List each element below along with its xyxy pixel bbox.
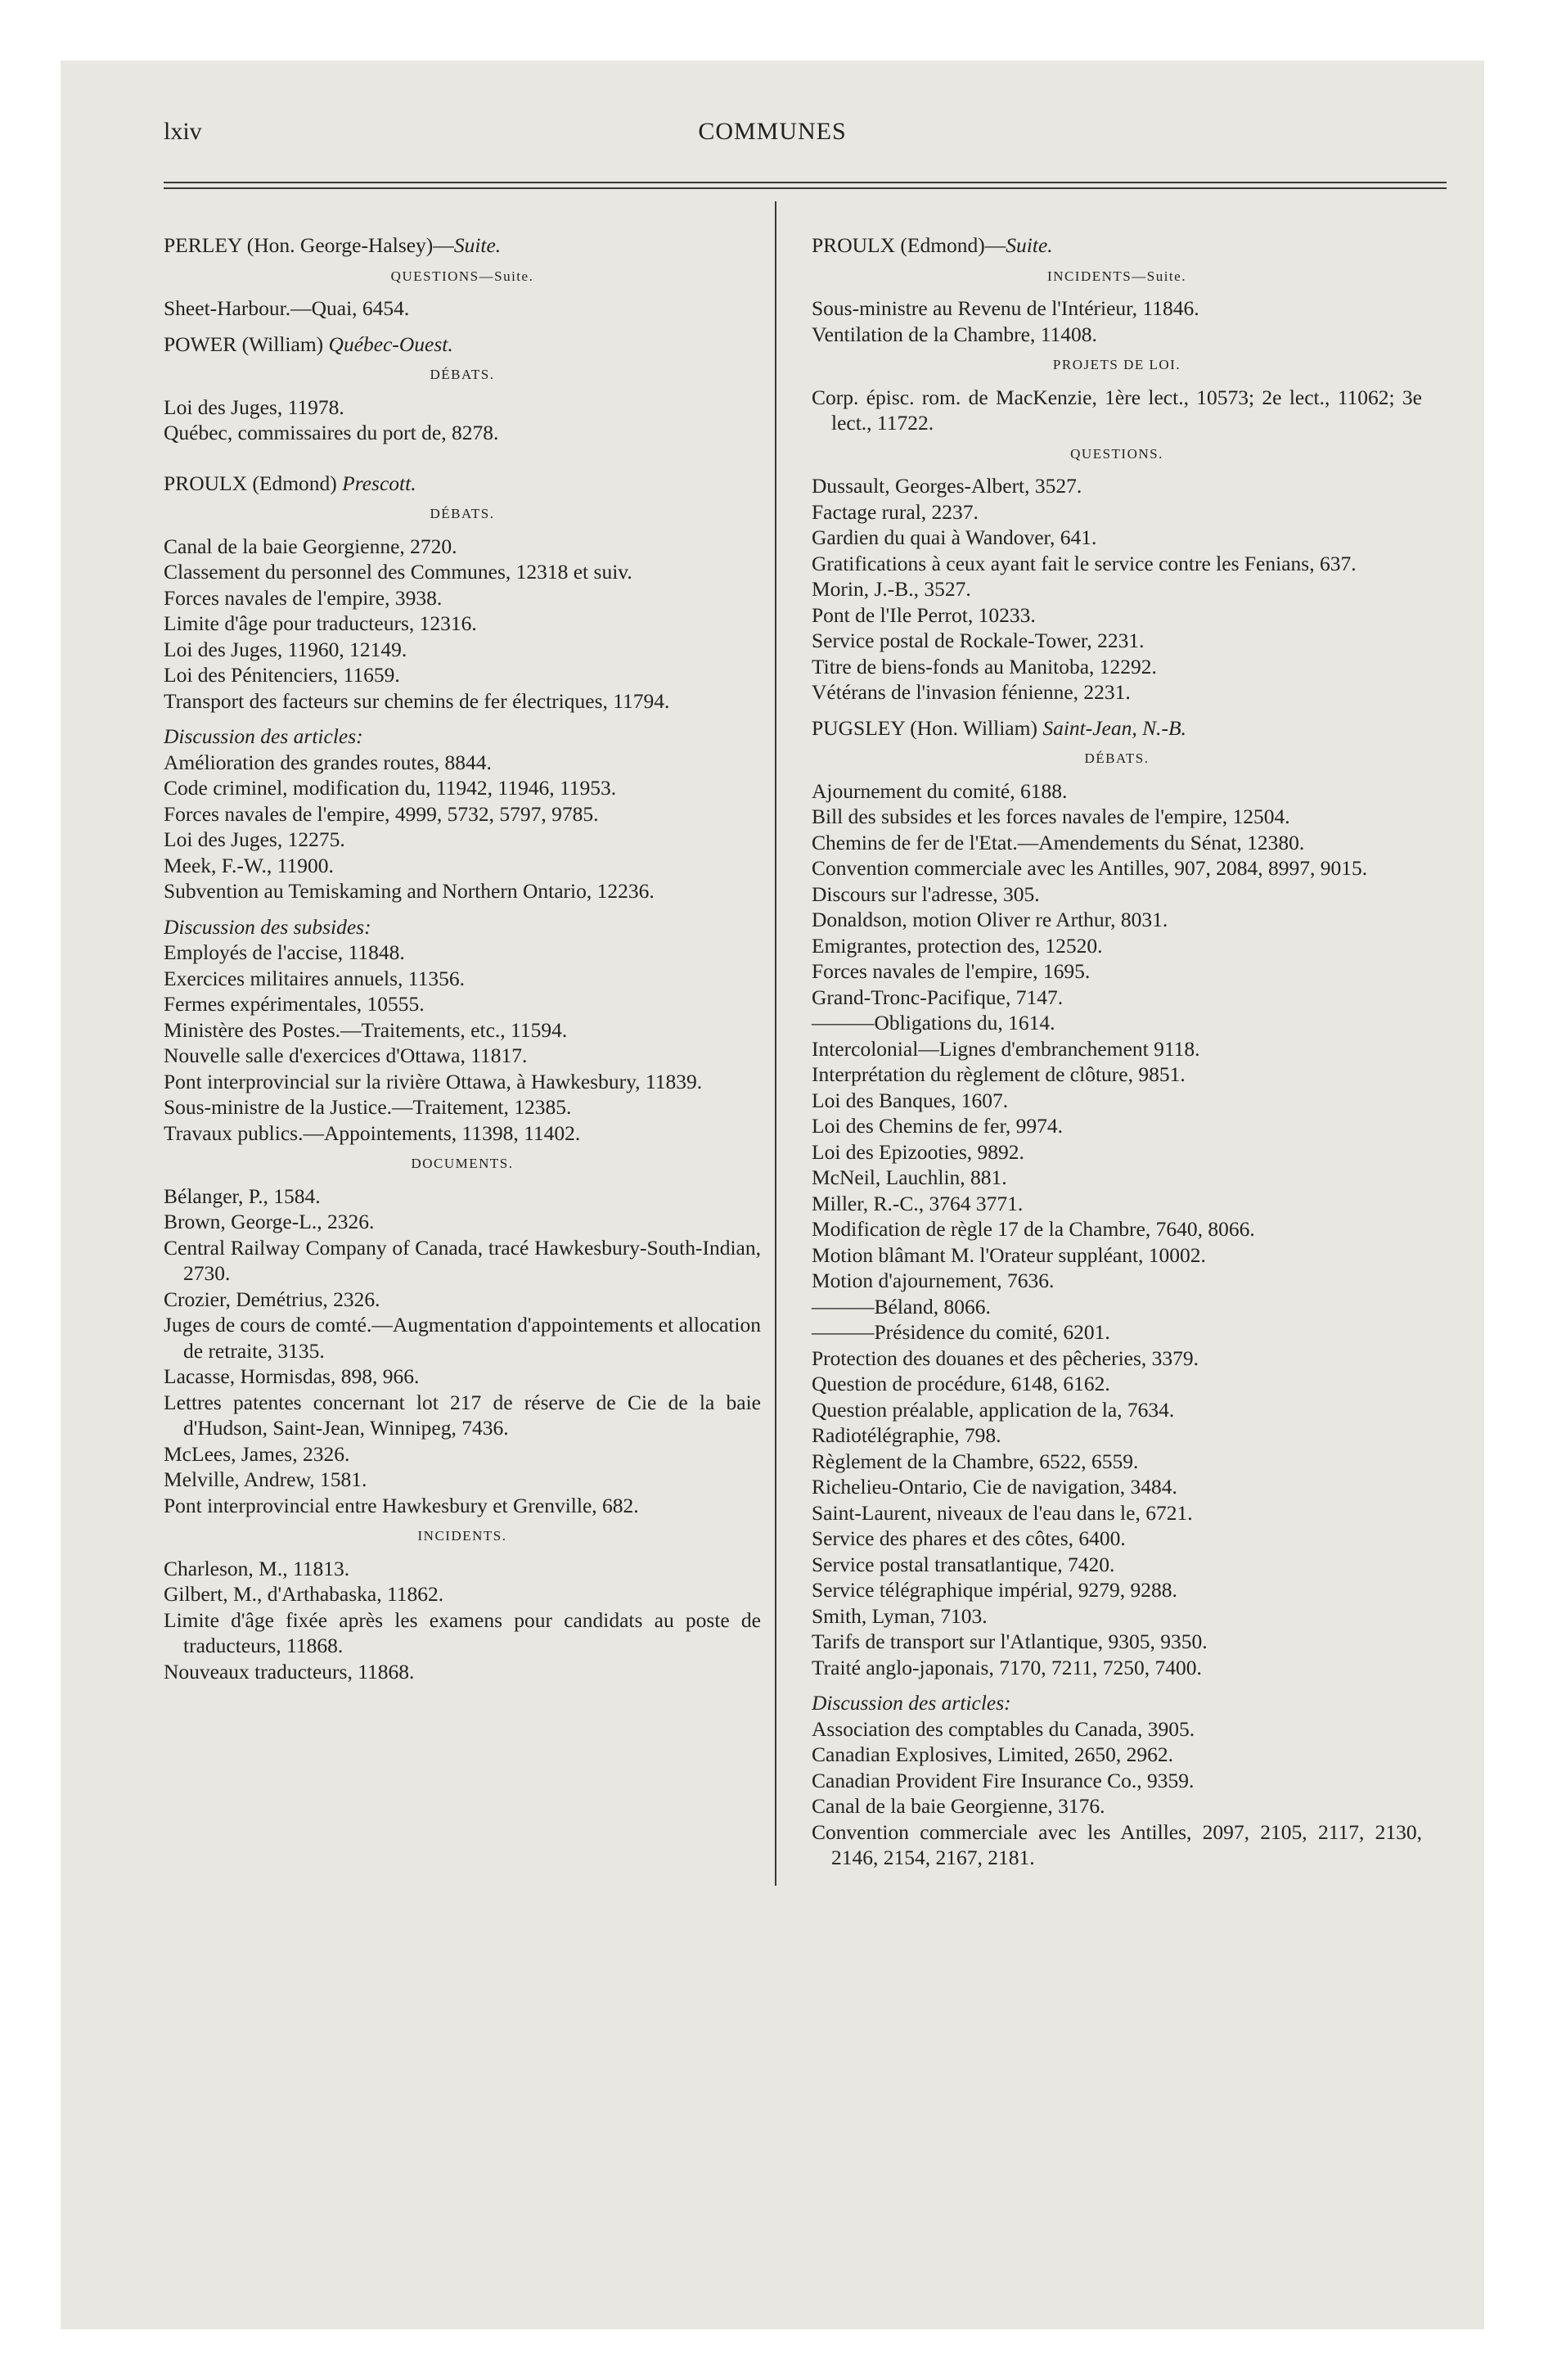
index-entry: Sous-ministre de la Justice.—Traitement, 12385. — [164, 1095, 572, 1119]
index-entry: Lacasse, Hormisdas, 898, 966. — [164, 1364, 420, 1388]
person-riding: Suite. — [453, 233, 502, 257]
person-name: PUGSLEY — [812, 715, 911, 740]
section-heading: DOCUMENTS. — [411, 1156, 514, 1171]
person-detail: (Edmond)— — [900, 233, 1006, 257]
discussion-heading: Discussion des articles: — [164, 724, 363, 748]
index-entry: Question préalable, application de la, 7634. — [812, 1397, 1175, 1422]
index-entry: Service télégraphique impérial, 9279, 9288. — [812, 1578, 1177, 1602]
index-entry: Travaux publics.—Appointements, 11398, 11402. — [164, 1120, 581, 1145]
index-entry: Fermes expérimentales, 10555. — [164, 992, 425, 1016]
index-entry: Règlement de la Chambre, 6522, 6559. — [812, 1449, 1139, 1473]
index-entry: Ministère des Postes.—Traitements, etc., 11594. — [164, 1017, 568, 1042]
index-entry: Crozier, Demétrius, 2326. — [164, 1287, 380, 1311]
index-entry: Canal de la baie Georgienne, 2720. — [164, 534, 457, 558]
index-entry: Central Railway Company of Canada, tracé Hawkesbury-South-Indian, 2730. — [164, 1235, 761, 1285]
spacer — [164, 446, 761, 461]
index-entry: Lettres patentes concernant lot 217 de réserve de Cie de la baie d'Hudson, Saint-Jean, Winnipeg, 7436. — [164, 1390, 761, 1440]
index-entry: Ventilation de la Chambre, 11408. — [812, 322, 1097, 346]
person-heading — [164, 232, 761, 259]
person-name: PROULX — [164, 471, 253, 495]
index-entry: Amélioration des grandes routes, 8844. — [164, 750, 492, 774]
index-entry: Transport des facteurs sur chemins de fer électriques, 11794. — [164, 688, 670, 713]
section-heading: DÉBATS. — [430, 506, 495, 521]
index-entry: Motion d'ajournement, 7636. — [812, 1269, 1055, 1292]
index-entry: McLees, James, 2326. — [164, 1441, 350, 1466]
index-entry: Exercices militaires annuels, 11356. — [164, 966, 465, 990]
index-entry: Pont interprovincial entre Hawkesbury et Grenville, 682. — [164, 1493, 639, 1517]
index-entry: Chemins de fer de l'Etat.—Amendements du Sénat, 12380. — [812, 830, 1305, 854]
index-entry: Saint-Laurent, niveaux de l'eau dans le, 6721. — [812, 1500, 1193, 1525]
person-riding: Québec-Ouest. — [328, 331, 453, 356]
header-rule-top — [164, 182, 1447, 183]
section-heading: QUESTIONS—Suite. — [390, 268, 534, 284]
page-number: lxiv — [164, 118, 202, 145]
index-entry: ———Obligations du, 1614. — [812, 1011, 1055, 1034]
index-entry: Meek, F.-W., 11900. — [164, 853, 334, 877]
person-detail: (William) — [241, 331, 329, 356]
person-name: PERLEY — [164, 233, 247, 257]
person-heading — [812, 715, 1422, 741]
section-heading: QUESTIONS. — [1070, 445, 1163, 462]
index-entry: Vétérans de l'invasion fénienne, 2231. — [812, 680, 1131, 704]
index-entry: Titre de biens-fonds au Manitoba, 12292. — [812, 654, 1157, 678]
person-name: POWER — [164, 331, 242, 356]
index-entry: Canadian Explosives, Limited, 2650, 2962. — [812, 1742, 1173, 1766]
index-entry: McNeil, Lauchlin, 881. — [812, 1165, 1007, 1189]
index-entry: Morin, J.-B., 3527. — [812, 577, 971, 601]
person-heading — [164, 471, 761, 497]
index-entry: Limite d'âge fixée après les examens pour candidats au poste de traducteurs, 11868. — [164, 1607, 761, 1657]
index-entry: Nouveaux traducteurs, 11868. — [164, 1659, 415, 1684]
section-heading: PROJETS DE LOI. — [1052, 357, 1181, 372]
person-riding: Saint-Jean, N.-B. — [1042, 715, 1186, 740]
index-entry: Classement du personnel des Communes, 12318 et suiv. — [164, 560, 632, 584]
index-entry: ———Béland, 8066. — [812, 1294, 991, 1318]
index-entry: Grand-Tronc-Pacifique, 7147. — [812, 985, 1064, 1009]
index-entry: Convention commerciale avec les Antilles, 907, 2084, 8997, 9015. — [812, 856, 1368, 880]
index-entry: Loi des Pénitenciers, 11659. — [164, 663, 400, 687]
person-detail: (Hon. George-Halsey)— — [246, 233, 454, 257]
person-name: PROULX — [812, 233, 901, 257]
index-page — [61, 61, 1484, 2329]
index-entry: Miller, R.-C., 3764 3771. — [812, 1191, 1024, 1215]
index-entry: Sheet-Harbour.—Quai, 6454. — [164, 296, 410, 320]
index-entry: Service des phares et des côtes, 6400. — [812, 1526, 1126, 1550]
person-riding: Prescott. — [342, 471, 416, 495]
person-heading — [164, 331, 761, 358]
index-entry: Motion blâmant M. l'Orateur suppléant, 10002. — [812, 1242, 1206, 1267]
discussion-heading: Discussion des subsides: — [164, 914, 371, 939]
index-entry: Modification de règle 17 de la Chambre, 7640, 8066. — [812, 1217, 1255, 1241]
index-entry: Subvention au Temiskaming and Northern Ontario, 12236. — [164, 879, 655, 903]
index-entry: Limite d'âge pour traducteurs, 12316. — [164, 611, 477, 635]
index-entry: Pont interprovincial sur la rivière Ottawa, à Hawkesbury, 11839. — [164, 1069, 703, 1093]
column-divider — [775, 201, 776, 1886]
section-heading: DÉBATS. — [1084, 751, 1150, 766]
index-entry: Bélanger, P., 1584. — [164, 1183, 321, 1208]
index-entry: Gardien du quai à Wandover, 641. — [812, 525, 1097, 549]
index-entry: Donaldson, motion Oliver re Arthur, 8031. — [812, 908, 1168, 931]
index-entry: Ajournement du comité, 6188. — [812, 778, 1068, 803]
index-entry: Loi des Epizooties, 9892. — [812, 1139, 1024, 1164]
section-heading: INCIDENTS. — [417, 1528, 507, 1544]
index-entry: Québec, commissaires du port de, 8278. — [164, 421, 499, 444]
index-entry: Canal de la baie Georgienne, 3176. — [812, 1794, 1105, 1818]
index-entry: Intercolonial—Lignes d'embranchement 9118. — [812, 1036, 1200, 1061]
index-entry: Protection des douanes et des pêcheries, 3379. — [812, 1346, 1199, 1370]
index-entry: Employés de l'accise, 11848. — [164, 940, 405, 964]
left-column — [164, 223, 761, 1684]
index-entry: Traité anglo-japonais, 7170, 7211, 7250, 7400. — [812, 1655, 1202, 1679]
index-entry: Loi des Juges, 11978. — [164, 394, 344, 419]
index-entry: Melville, Andrew, 1581. — [164, 1467, 367, 1491]
index-entry: Canadian Provident Fire Insurance Co., 9359. — [812, 1768, 1195, 1792]
index-entry: Pont de l'Ile Perrot, 10233. — [812, 602, 1036, 627]
person-riding: Suite. — [1006, 233, 1053, 257]
index-entry: Brown, George-L., 2326. — [164, 1210, 375, 1233]
index-entry: Gratifications à ceux ayant fait le service contre les Fenians, 637. — [812, 551, 1357, 575]
section-heading: INCIDENTS—Suite. — [1047, 268, 1186, 284]
index-entry: Tarifs de transport sur l'Atlantique, 9305, 9350. — [812, 1629, 1208, 1653]
index-entry: Richelieu-Ontario, Cie de navigation, 3484. — [812, 1475, 1177, 1499]
index-entry: Smith, Lyman, 7103. — [812, 1603, 988, 1628]
index-entry: Loi des Juges, 12275. — [164, 827, 345, 851]
index-entry: Corp. épisc. rom. de MacKenzie, 1ère lect., 10573; 2e lect., 11062; 3e lect., 11722. — [812, 385, 1422, 435]
person-detail: (Hon. William) — [910, 715, 1043, 740]
index-entry: Bill des subsides et les forces navales de l'empire, 12504. — [812, 805, 1290, 828]
index-entry: Question de procédure, 6148, 6162. — [812, 1372, 1110, 1395]
index-entry: Juges de cours de comté.—Augmentation d'appointements et allocation de retraite, 3135. — [164, 1313, 761, 1363]
index-entry: Factage rural, 2237. — [812, 499, 979, 524]
section-heading: DÉBATS. — [430, 367, 495, 382]
header-rule-bottom — [164, 187, 1447, 189]
person-detail: (Edmond) — [252, 471, 343, 495]
discussion-heading: Discussion des articles: — [812, 1691, 1011, 1715]
index-entry: Loi des Juges, 11960, 12149. — [164, 637, 407, 661]
index-entry: Discours sur l'adresse, 305. — [812, 881, 1040, 906]
index-entry: Forces navales de l'empire, 1695. — [812, 959, 1091, 983]
index-entry: Gilbert, M., d'Arthabaska, 11862. — [164, 1582, 444, 1606]
index-entry: Dussault, Georges-Albert, 3527. — [812, 474, 1082, 498]
index-entry: ———Présidence du comité, 6201. — [812, 1320, 1110, 1344]
index-entry: Forces navales de l'empire, 3938. — [164, 585, 443, 610]
index-entry: Sous-ministre au Revenu de l'Intérieur, 11846. — [812, 296, 1199, 320]
index-entry: Interprétation du règlement de clôture, 9851. — [812, 1062, 1186, 1086]
index-entry: Service postal transatlantique, 7420. — [812, 1552, 1115, 1576]
index-entry: Forces navales de l'empire, 4999, 5732, 5797, 9785. — [164, 801, 599, 826]
index-entry: Convention commerciale avec les Antilles, 2097, 2105, 2117, 2130, 2146, 2154, 2167, 2181. — [812, 1819, 1422, 1869]
index-entry: Service postal de Rockale-Tower, 2231. — [812, 629, 1145, 652]
index-entry: Nouvelle salle d'exercices d'Ottawa, 11817. — [164, 1044, 528, 1067]
person-heading — [812, 232, 1422, 259]
index-entry: Radiotélégraphie, 798. — [812, 1423, 1001, 1447]
page-title: COMMUNES — [698, 118, 847, 145]
index-entry: Emigrantes, protection des, 12520. — [812, 933, 1103, 958]
index-entry: Charleson, M., 11813. — [164, 1556, 350, 1580]
index-entry: Association des comptables du Canada, 3905. — [812, 1716, 1195, 1741]
index-entry: Loi des Chemins de fer, 9974. — [812, 1114, 1064, 1138]
index-entry: Loi des Banques, 1607. — [812, 1088, 1009, 1112]
index-entry: Code criminel, modification du, 11942, 11946, 11953. — [164, 776, 617, 800]
right-column — [812, 223, 1422, 1871]
